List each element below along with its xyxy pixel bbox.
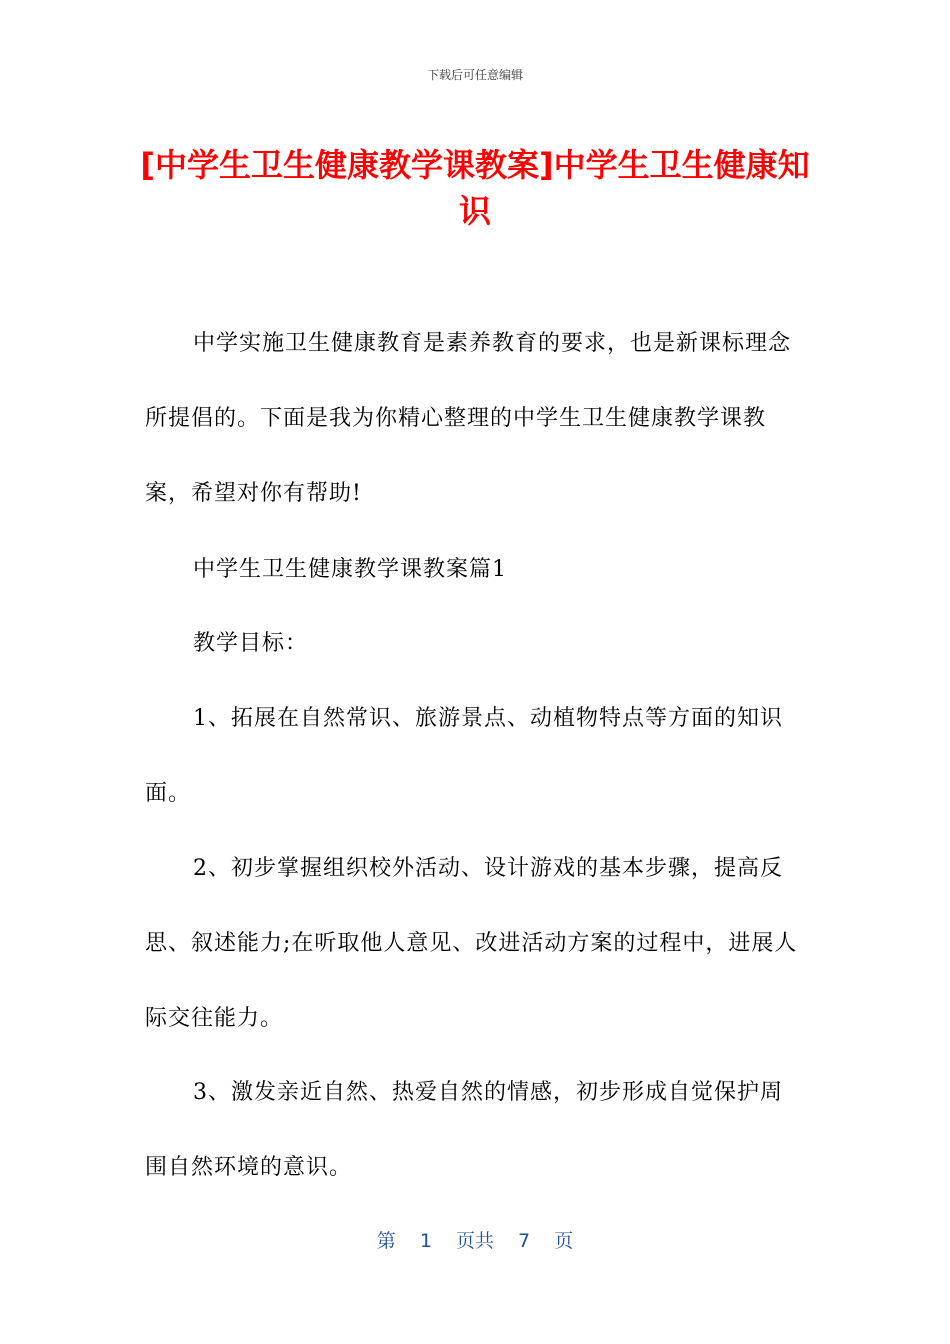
footer-page-suffix: 页 bbox=[554, 1230, 574, 1252]
footer-page-current: 1 bbox=[419, 1230, 432, 1252]
paragraph-objective-2: 2、初步掌握组织校外活动、设计游戏的基本步骤，提高反思、叙述能力;在听取他人意见、改进活动方案的过程中，进展人际交往能力。 bbox=[145, 856, 798, 1031]
footer-page-label: 第 bbox=[376, 1230, 396, 1252]
paragraph-objectives-label: 教学目标： bbox=[193, 631, 309, 656]
paragraph-intro: 中学实施卫生健康教育是素养教育的要求，也是新课标理念所提倡的。下面是我为你精心整理的中学生卫生健康教学课教案，希望对你有帮助! bbox=[145, 331, 792, 506]
footer-page-sep: 页共 bbox=[455, 1230, 494, 1252]
header-note: 下载后可任意编辑 bbox=[426, 68, 523, 82]
document-title: [中学生卫生健康教学课教案]中学生卫生健康知识 bbox=[140, 146, 810, 230]
page-footer bbox=[0, 1226, 950, 1253]
paragraph-objective-1: 1、拓展在自然常识、旅游景点、动植物特点等方面的知识面。 bbox=[145, 706, 783, 806]
paragraph-section-heading: 中学生卫生健康教学课教案篇1 bbox=[193, 557, 507, 582]
paragraph-objective-3: 3、激发亲近自然、热爱自然的情感，初步形成自觉保护周围自然环境的意识。 bbox=[145, 1080, 783, 1180]
footer-page-total: 7 bbox=[518, 1230, 531, 1252]
